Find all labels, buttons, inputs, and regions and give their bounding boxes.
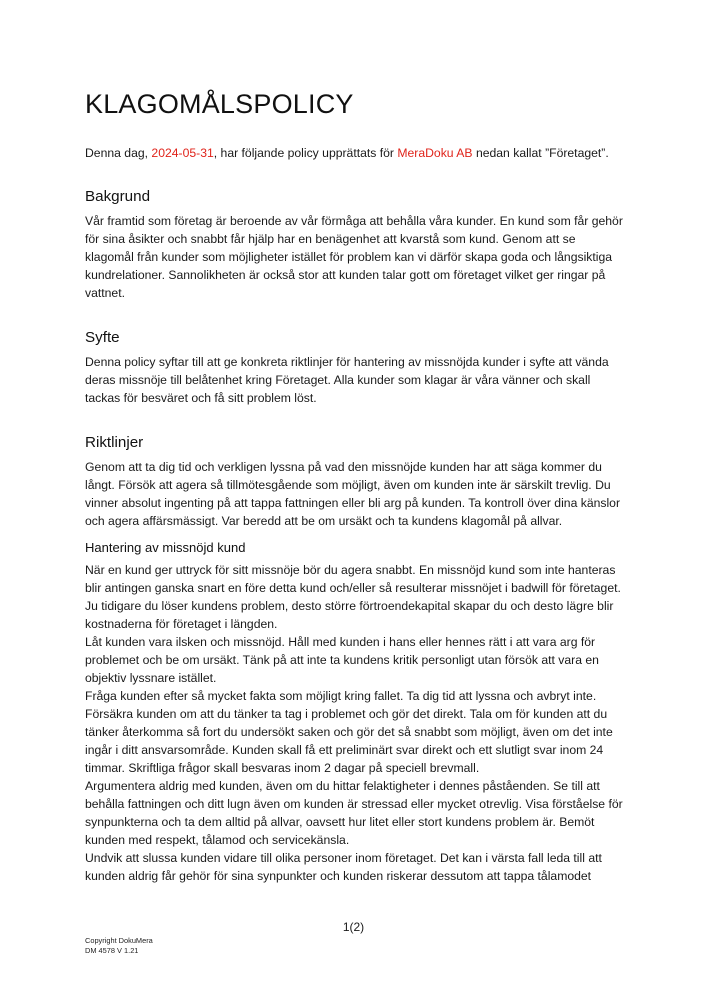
hantering-paragraph: Fråga kunden efter så mycket fakta som möjligt kring fallet. Ta dig tid att lyssna och avbryt inte. Försäkra kunden om att du tänker ta tag i problemet och gör det direkt. Tala om för kunden att du tänker återkomma så fort du undersökt saken och gör det så snabbt som möjligt, även om det inte ingår i ditt ansvarsområde. Kunden skall få ett preliminärt svar direkt och ett slutligt svar inom 24 timmar. Skriftliga frågor skall besvaras inom 2 dagar på speciell brevmall. (85, 689, 613, 775)
sub-heading-hantering: Hantering av missnöjd kund (85, 540, 246, 555)
intro-suffix: nedan kallat ”Företaget”. (472, 146, 609, 160)
section-heading-syfte: Syfte (85, 329, 120, 346)
company-name: MeraDoku AB (397, 146, 473, 160)
section-text-syfte: Denna policy syftar till att ge konkreta riktlinjer för hantering av missnöjda kunder i syfte att vända deras missnöje till belåtenhet kring Företaget. Alla kunder som klagar är våra vänner och skall tackas för besväret och få sitt problem löst. (85, 355, 609, 405)
hantering-paragraph: Undvik att slussa kunden vidare till olika personer inom företaget. Det kan i värsta fall leda till att kunden aldrig får gehör för sina synpunkter och kunden riskerar dessutom att tappa tålamodet (85, 851, 602, 883)
document-title: KLAGOMÅLSPOLICY (85, 89, 354, 119)
hantering-paragraph: Argumentera aldrig med kunden, även om du hittar felaktigheter i dennes påståenden. Se till att behålla fattningen och ditt lugn även om kunden är stressad eller mycket otrevlig. Visa förståelse för synpunkterna och ta dem alltid på allvar, oavsett hur litet eller stort kundens problem är. Bemöt kunden med respekt, tålamod och servicekänsla. (85, 779, 623, 847)
section-text-bakgrund: Vår framtid som företag är beroende av vår förmåga att behålla våra kunder. En kund som får gehör för sina åsikter och snabbt får hjälp har en benägenhet att kvarstå som kund. Genom att se klagomål från kunder som möjligheter istället för problem kan vi därför skapa goda och långsiktiga kundrelationer. Sannolikheten är också stor att kunden talar gott om företaget vilket ger ringar på vattnet. (85, 214, 623, 300)
document-content (85, 86, 625, 885)
section-riktlinjer (85, 433, 625, 530)
page-number: 1(2) (342, 920, 365, 934)
page-footer (85, 936, 153, 956)
section-hantering (85, 539, 625, 885)
footer-doc-id: DM 4578 V 1.21 (85, 946, 139, 955)
footer-copyright: Copyright DokuMera (85, 936, 153, 945)
section-heading-bakgrund: Bakgrund (85, 188, 151, 205)
section-bakgrund (85, 187, 625, 302)
hantering-paragraph: Låt kunden vara ilsken och missnöjd. Håll med kunden i hans eller hennes rätt i att vara arg för problemet och be om ursäkt. Tänk på att inte ta kundens kritik personligt utan försök att vara en objektiv lyssnare istället. (85, 635, 599, 685)
section-heading-riktlinjer: Riktlinjer (85, 434, 144, 451)
policy-date: 2024-05-31 (151, 146, 214, 160)
section-text-riktlinjer: Genom att ta dig tid och verkligen lyssna på vad den missnöjde kunden har att säga kommer du långt. Försök att agera så tillmötesgående som möjligt, även om kunden inte är särskilt trevlig. Du vinner absolut ingenting på att tappa fattningen eller bli arg på kunden. Ta kontroll över dina känslor och agera affärsmässigt. Var beredd att be om ursäkt och ta kundens klagomål på allvar. (85, 460, 621, 528)
intro-paragraph (85, 144, 625, 162)
intro-prefix: Denna dag, (85, 146, 152, 160)
hantering-paragraph: När en kund ger uttryck för sitt missnöje bör du agera snabbt. En missnöjd kund som inte hanteras blir antingen ganska snart en före detta kund och/eller så resulterar missnöjet i badwill för företaget. Ju tidigare du löser kundens problem, desto större förtroendekapital skapar du och desto lägre blir kostnaderna för företaget i längden. (85, 563, 621, 631)
intro-middle: , har följande policy upprättats för (213, 146, 398, 160)
section-syfte (85, 328, 625, 407)
